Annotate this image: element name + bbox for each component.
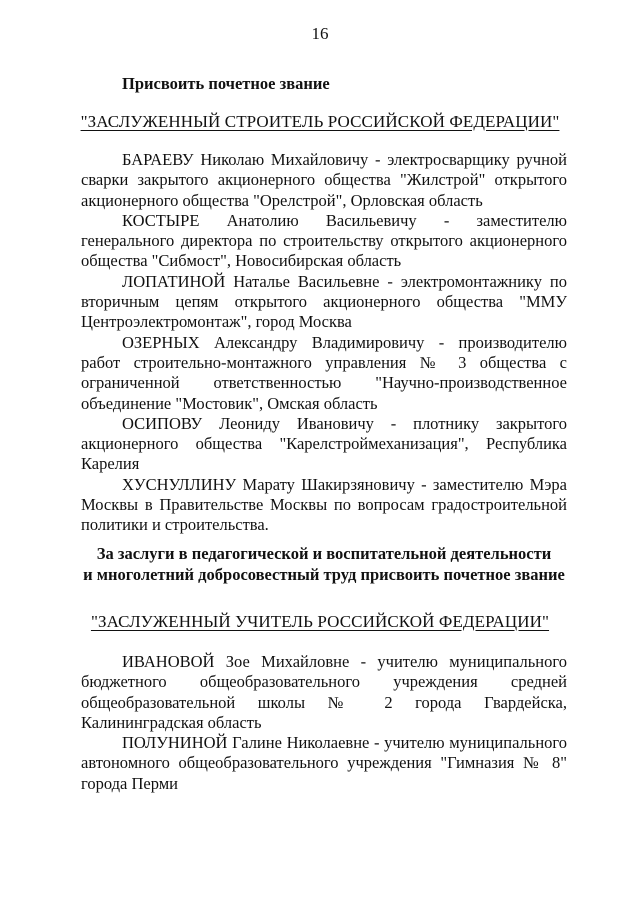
award-intro-heading: Присвоить почетное звание [122,74,330,93]
award-recipient-entry: БАРАЕВУ Николаю Михайловичу - электросварщику ручной сварки закрытого акционерного общества "Жилстрой" открытого акционерного общества "Орелстрой", Орловская область [81,150,567,210]
award-title-teacher: "ЗАСЛУЖЕННЫЙ УЧИТЕЛЬ РОССИЙСКОЙ ФЕДЕРАЦИИ" [90,612,550,631]
award-recipient-entry: ОЗЕРНЫХ Александру Владимировичу - производителю работ строительно-монтажного управления № 3 общества с ограниченной ответственностью "Научно-производственное объединение "Мостовик", Омская область [81,332,567,413]
teacher-award-heading-line-2: и многолетний добросовестный труд присвоить почетное звание [83,565,565,584]
award-list-teachers [81,652,567,794]
award-recipient-entry: ХУСНУЛЛИНУ Марату Шакирзяновичу - заместителю Мэра Москвы в Правительстве Москвы по вопросам градостроительной политики и строительства. [81,474,567,535]
award-recipient-entry: ОСИПОВУ Леониду Ивановичу - плотнику закрытого акционерного общества "Карелстроймеханизация", Республика Карелия [81,413,567,474]
page-number: 16 [311,24,329,43]
award-recipient-entry: ПОЛУНИНОЙ Галине Николаевне - учителю муниципального автономного общеобразовательного учреждения "Гимназия № 8" города Перми [81,733,567,793]
teacher-award-heading-line-1: За заслуги в педагогической и воспитательной деятельности [96,544,552,563]
award-recipient-entry: КОСТЫРЕ Анатолию Васильевичу - заместителю генерального директора по строительству открытого акционерного общества "Сибмост", Новосибирская область [81,210,567,271]
award-title-builder: "ЗАСЛУЖЕННЫЙ СТРОИТЕЛЬ РОССИЙСКОЙ ФЕДЕРАЦИИ" [80,112,560,131]
award-recipient-entry: ИВАНОВОЙ Зое Михайловне - учителю муниципального бюджетного общеобразовательного учреждения средней общеобразовательной школы № 2 города Гвардейска, Калининградская область [81,652,567,732]
award-list-builders [81,150,567,536]
award-recipient-entry: ЛОПАТИНОЙ Наталье Васильевне - электромонтажнику по вторичным цепям открытого акционерного общества "ММУ Центроэлектромонтаж", город Москва [81,271,567,332]
teacher-award-heading [81,543,567,585]
